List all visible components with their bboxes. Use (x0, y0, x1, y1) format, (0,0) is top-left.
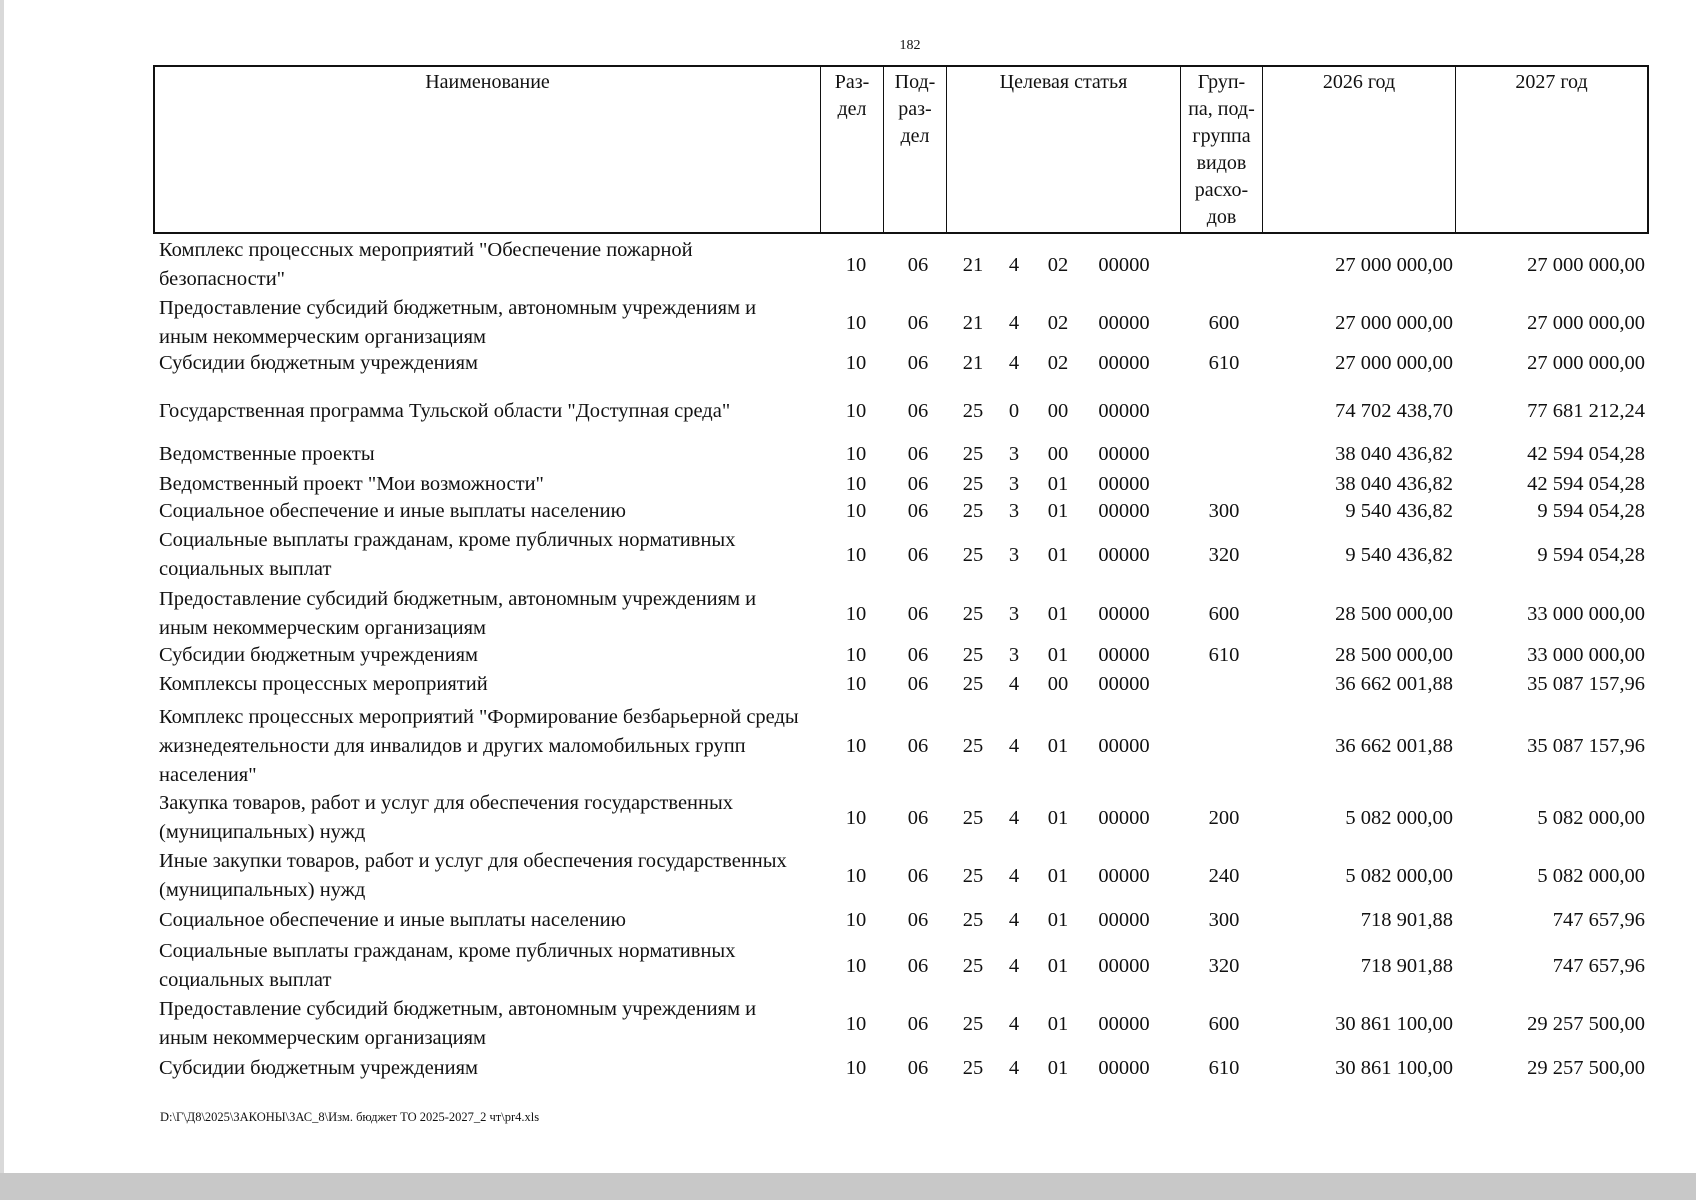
table-row (153, 847, 1649, 905)
table-row (153, 995, 1649, 1053)
row-razd: 10 (845, 399, 867, 422)
row-podr: 06 (907, 499, 929, 522)
row-y26: 27 000 000,00 (1335, 351, 1453, 374)
row-razd: 10 (845, 643, 867, 666)
table-row (153, 526, 1649, 584)
row-y26: 30 861 100,00 (1335, 1056, 1453, 1079)
header-target: Целевая статья (947, 67, 1181, 232)
row-t1: 25 (962, 806, 984, 829)
row-t1: 25 (962, 672, 984, 695)
row-podr: 06 (907, 253, 929, 276)
row-razd: 10 (845, 602, 867, 625)
row-podr: 06 (907, 643, 929, 666)
row-podr: 06 (907, 908, 929, 931)
row-grp: 320 (1208, 954, 1240, 977)
row-t4: 00000 (1098, 499, 1150, 522)
table-row (153, 470, 1649, 498)
table-row (153, 497, 1649, 525)
row-razd: 10 (845, 864, 867, 887)
row-name: Субсидии бюджетным учреждениям (159, 1056, 479, 1079)
row-name: Комплекс процессных мероприятий "Формирование безбарьерной среды жизнедеятельности для инвалидов и других маломобильных групп населения" (159, 705, 799, 786)
row-podr: 06 (907, 442, 929, 465)
row-y27: 29 257 500,00 (1527, 1012, 1645, 1035)
row-t1: 21 (962, 253, 984, 276)
row-razd: 10 (845, 734, 867, 757)
row-y27: 27 000 000,00 (1527, 311, 1645, 334)
page-edge (0, 0, 4, 1173)
row-t2: 4 (1008, 311, 1020, 334)
row-t4: 00000 (1098, 806, 1150, 829)
row-t2: 4 (1008, 1012, 1020, 1035)
row-t2: 4 (1008, 908, 1020, 931)
row-grp (1193, 470, 1255, 498)
row-name: Закупка товаров, работ и услуг для обеспечения государственных (муниципальных) нужд (159, 792, 734, 843)
row-y26: 5 082 000,00 (1345, 806, 1453, 829)
row-y26: 5 082 000,00 (1345, 864, 1453, 887)
row-t1: 25 (962, 734, 984, 757)
row-grp: 610 (1208, 1056, 1240, 1079)
file-path-footer: D:\Г\Д8\2025\ЗАКОНЫ\ЗАС_8\Изм. бюджет ТО 2025-2027_2 чт\pr4.xls (160, 1110, 540, 1124)
row-podr: 06 (907, 864, 929, 887)
row-t4: 00000 (1098, 734, 1150, 757)
row-t2: 3 (1008, 543, 1020, 566)
row-name: Предоставление субсидий бюджетным, автономным учреждениям и иным некоммерческим организациям (159, 998, 757, 1049)
row-razd: 10 (845, 311, 867, 334)
row-grp (1193, 382, 1255, 440)
row-t3: 00 (1047, 399, 1069, 422)
row-razd: 10 (845, 806, 867, 829)
row-name: Комплексы процессных мероприятий (159, 672, 488, 695)
table-row (153, 348, 1649, 378)
row-t3: 01 (1047, 1056, 1069, 1079)
row-razd: 10 (845, 543, 867, 566)
header-year-2026: 2026 год (1263, 67, 1456, 232)
row-name: Социальное обеспечение и иные выплаты населению (159, 499, 626, 522)
row-name: Государственная программа Тульской области "Доступная среда" (159, 399, 731, 422)
row-y26: 718 901,88 (1360, 954, 1453, 977)
row-grp (1193, 440, 1255, 468)
row-podr: 06 (907, 1012, 929, 1035)
row-t4: 00000 (1098, 602, 1150, 625)
table-row (153, 789, 1649, 847)
row-t1: 25 (962, 602, 984, 625)
row-y26: 9 540 436,82 (1345, 543, 1453, 566)
row-t3: 01 (1047, 643, 1069, 666)
row-y26: 28 500 000,00 (1335, 643, 1453, 666)
row-t1: 25 (962, 472, 984, 495)
table-row (153, 585, 1649, 643)
row-t1: 25 (962, 908, 984, 931)
table-header (153, 65, 1649, 234)
row-t2: 4 (1008, 864, 1020, 887)
row-t2: 4 (1008, 806, 1020, 829)
row-t1: 21 (962, 311, 984, 334)
row-name: Предоставление субсидий бюджетным, автономным учреждениям и иным некоммерческим организациям (159, 297, 757, 348)
row-t2: 3 (1008, 499, 1020, 522)
row-t3: 01 (1047, 499, 1069, 522)
row-grp: 320 (1208, 543, 1240, 566)
row-y26: 30 861 100,00 (1335, 1012, 1453, 1035)
row-name: Субсидии бюджетным учреждениям (159, 351, 479, 374)
row-name: Иные закупки товаров, работ и услуг для обеспечения государственных (муниципальных) нужд (159, 850, 787, 901)
row-name: Предоставление субсидий бюджетным, автономным учреждениям и иным некоммерческим организациям (159, 588, 757, 639)
row-t4: 00000 (1098, 442, 1150, 465)
row-y27: 35 087 157,96 (1527, 734, 1645, 757)
row-t1: 21 (962, 351, 984, 374)
row-t4: 00000 (1098, 864, 1150, 887)
row-y26: 74 702 438,70 (1335, 399, 1453, 422)
header-name: Наименование (155, 67, 821, 232)
row-t3: 01 (1047, 1012, 1069, 1035)
table-row (153, 382, 1649, 440)
row-t1: 25 (962, 399, 984, 422)
row-podr: 06 (907, 954, 929, 977)
row-t2: 3 (1008, 643, 1020, 666)
row-y26: 36 662 001,88 (1335, 672, 1453, 695)
table-row (153, 641, 1649, 669)
table-row (153, 1053, 1649, 1083)
row-t1: 25 (962, 442, 984, 465)
row-t4: 00000 (1098, 543, 1150, 566)
row-grp: 600 (1208, 1012, 1240, 1035)
row-name: Социальное обеспечение и иные выплаты населению (159, 908, 626, 931)
row-t4: 00000 (1098, 1056, 1150, 1079)
row-y26: 38 040 436,82 (1335, 442, 1453, 465)
row-name: Субсидии бюджетным учреждениям (159, 643, 479, 666)
row-t2: 4 (1008, 351, 1020, 374)
row-podr: 06 (907, 399, 929, 422)
row-razd: 10 (845, 472, 867, 495)
row-t3: 00 (1047, 442, 1069, 465)
row-t1: 25 (962, 864, 984, 887)
row-razd: 10 (845, 351, 867, 374)
row-name: Социальные выплаты гражданам, кроме публичных нормативных социальных выплат (159, 940, 736, 991)
row-grp: 300 (1208, 908, 1240, 931)
row-t1: 25 (962, 954, 984, 977)
row-t3: 01 (1047, 806, 1069, 829)
scan-bottom-band (0, 1173, 1696, 1200)
row-podr: 06 (907, 1056, 929, 1079)
row-name: Ведомственные проекты (159, 442, 375, 465)
row-t2: 3 (1008, 472, 1020, 495)
row-t1: 25 (962, 643, 984, 666)
row-t2: 4 (1008, 253, 1020, 276)
row-name: Комплекс процессных мероприятий "Обеспечение пожарной безопасности" (159, 239, 693, 290)
table-row (153, 236, 1649, 294)
row-y27: 42 594 054,28 (1527, 472, 1645, 495)
row-t2: 4 (1008, 734, 1020, 757)
row-t4: 00000 (1098, 672, 1150, 695)
row-y26: 38 040 436,82 (1335, 472, 1453, 495)
row-razd: 10 (845, 672, 867, 695)
table-row (153, 906, 1649, 934)
row-y27: 747 657,96 (1552, 908, 1645, 931)
row-t2: 4 (1008, 1056, 1020, 1079)
row-razd: 10 (845, 253, 867, 276)
row-t2: 4 (1008, 672, 1020, 695)
row-t4: 00000 (1098, 399, 1150, 422)
row-y27: 27 000 000,00 (1527, 253, 1645, 276)
row-y27: 747 657,96 (1552, 954, 1645, 977)
row-podr: 06 (907, 734, 929, 757)
header-year-2027: 2027 год (1515, 71, 1588, 93)
row-podr: 06 (907, 672, 929, 695)
row-t1: 25 (962, 543, 984, 566)
row-y27: 77 681 212,24 (1527, 399, 1645, 422)
row-y26: 9 540 436,82 (1345, 499, 1453, 522)
row-grp: 240 (1208, 864, 1240, 887)
row-t4: 00000 (1098, 472, 1150, 495)
row-razd: 10 (845, 954, 867, 977)
row-grp (1193, 236, 1255, 294)
row-y27: 29 257 500,00 (1527, 1056, 1645, 1079)
row-t1: 25 (962, 1012, 984, 1035)
row-y27: 9 594 054,28 (1537, 543, 1645, 566)
row-y26: 36 662 001,88 (1335, 734, 1453, 757)
row-y26: 718 901,88 (1360, 908, 1453, 931)
row-t3: 01 (1047, 908, 1069, 931)
row-t4: 00000 (1098, 351, 1150, 374)
row-name: Ведомственный проект "Мои возможности" (159, 472, 544, 495)
row-razd: 10 (845, 442, 867, 465)
row-name: Социальные выплаты гражданам, кроме публичных нормативных социальных выплат (159, 529, 736, 580)
row-t4: 00000 (1098, 311, 1150, 334)
header-razdel: Раз- дел (821, 67, 884, 232)
row-t4: 00000 (1098, 1012, 1150, 1035)
row-y27: 5 082 000,00 (1537, 864, 1645, 887)
row-grp (1193, 702, 1255, 790)
row-t3: 02 (1047, 351, 1069, 374)
row-t4: 00000 (1098, 954, 1150, 977)
row-grp: 200 (1208, 806, 1240, 829)
row-grp: 600 (1208, 602, 1240, 625)
row-t3: 00 (1047, 672, 1069, 695)
row-t3: 01 (1047, 734, 1069, 757)
row-t4: 00000 (1098, 643, 1150, 666)
row-razd: 10 (845, 908, 867, 931)
row-y26: 27 000 000,00 (1335, 311, 1453, 334)
row-grp: 610 (1208, 643, 1240, 666)
table-row (153, 440, 1649, 468)
header-podrazdel: Под- раз- дел (884, 67, 947, 232)
row-t1: 25 (962, 1056, 984, 1079)
row-y27: 33 000 000,00 (1527, 602, 1645, 625)
row-podr: 06 (907, 806, 929, 829)
table-row (153, 702, 1649, 790)
row-t1: 25 (962, 499, 984, 522)
row-t3: 01 (1047, 602, 1069, 625)
page-number: 182 (899, 38, 921, 53)
row-grp: 610 (1208, 351, 1240, 374)
row-y26: 28 500 000,00 (1335, 602, 1453, 625)
row-y27: 9 594 054,28 (1537, 499, 1645, 522)
row-t3: 01 (1047, 864, 1069, 887)
row-y27: 5 082 000,00 (1537, 806, 1645, 829)
row-y26: 27 000 000,00 (1335, 253, 1453, 276)
row-t2: 4 (1008, 954, 1020, 977)
row-razd: 10 (845, 499, 867, 522)
row-grp: 600 (1208, 311, 1240, 334)
row-podr: 06 (907, 543, 929, 566)
row-t3: 02 (1047, 311, 1069, 334)
row-podr: 06 (907, 472, 929, 495)
row-razd: 10 (845, 1012, 867, 1035)
row-t4: 00000 (1098, 908, 1150, 931)
table-row (153, 937, 1649, 995)
row-t2: 0 (1008, 399, 1020, 422)
table-row (153, 670, 1649, 698)
row-t3: 01 (1047, 954, 1069, 977)
header-group: Груп- па, под- группа видов расхо- дов (1181, 67, 1263, 232)
row-y27: 42 594 054,28 (1527, 442, 1645, 465)
row-podr: 06 (907, 311, 929, 334)
row-t3: 01 (1047, 472, 1069, 495)
row-y27: 27 000 000,00 (1527, 351, 1645, 374)
row-podr: 06 (907, 351, 929, 374)
row-t3: 02 (1047, 253, 1069, 276)
row-y27: 33 000 000,00 (1527, 643, 1645, 666)
row-t4: 00000 (1098, 253, 1150, 276)
table-row (153, 294, 1649, 352)
row-t3: 01 (1047, 543, 1069, 566)
row-y27: 35 087 157,96 (1527, 672, 1645, 695)
row-podr: 06 (907, 602, 929, 625)
row-t2: 3 (1008, 602, 1020, 625)
row-grp: 300 (1208, 499, 1240, 522)
row-razd: 10 (845, 1056, 867, 1079)
row-t2: 3 (1008, 442, 1020, 465)
row-grp (1193, 670, 1255, 698)
